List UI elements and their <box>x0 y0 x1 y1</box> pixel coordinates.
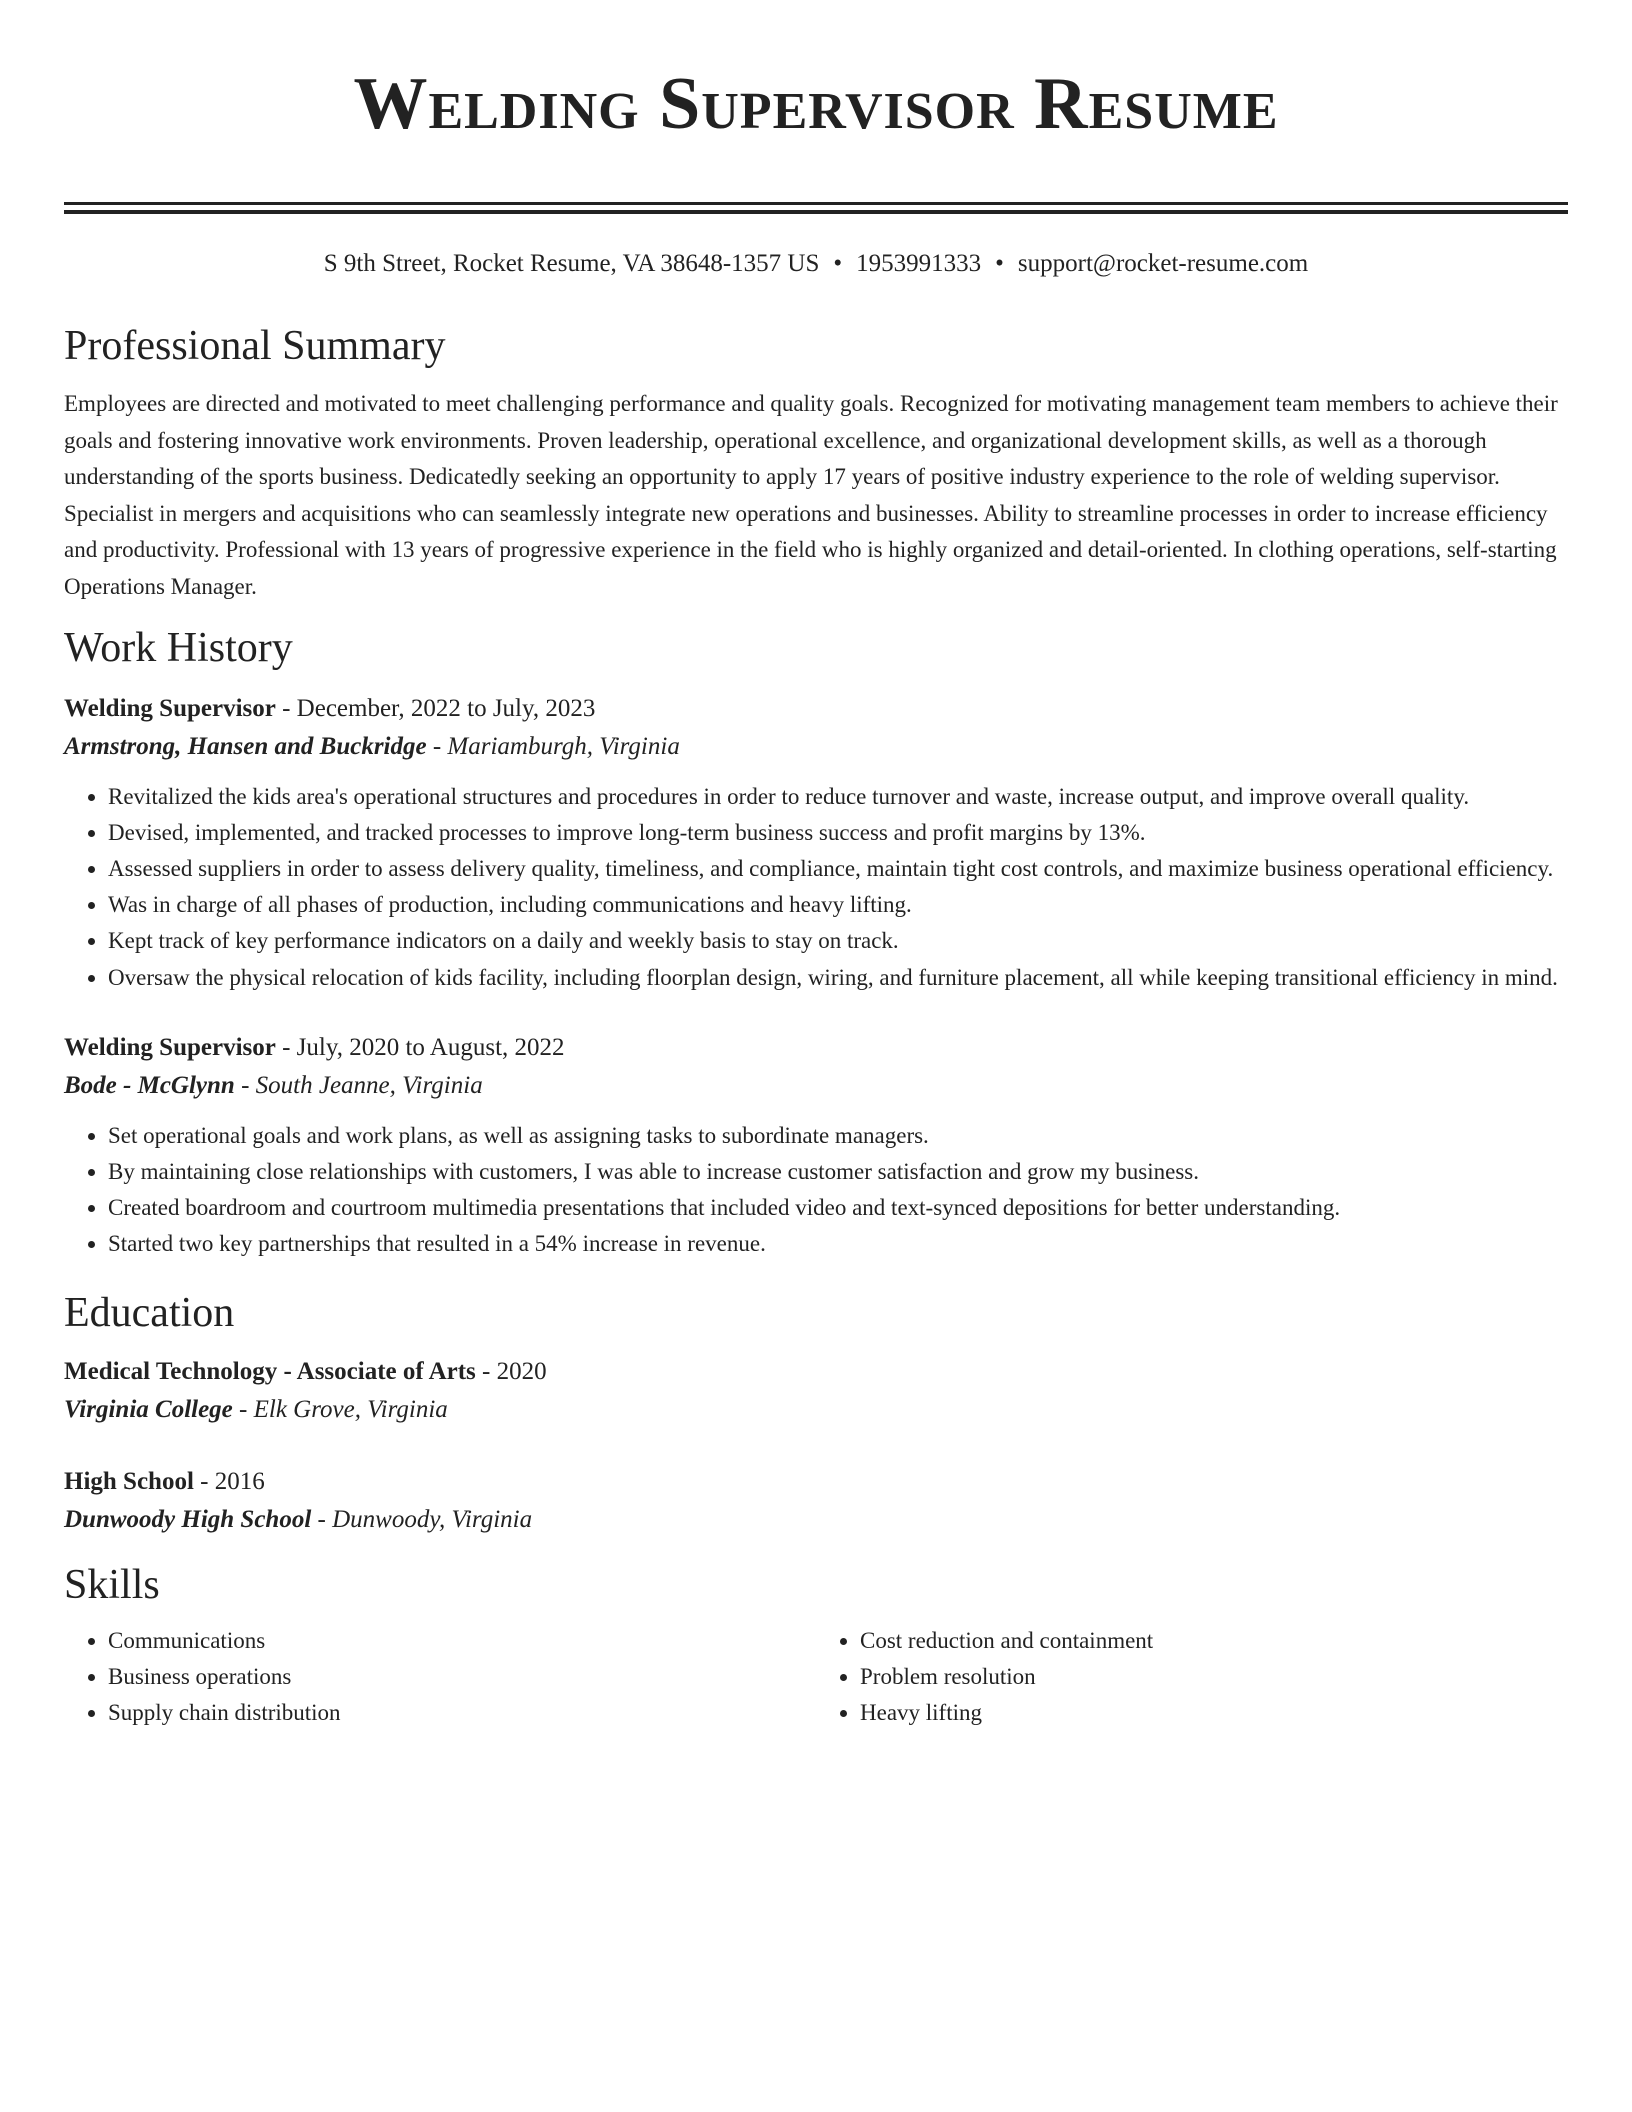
list-item: • Assessed suppliers in order to assess delivery quality, timeliness, and compliance, maintain tight cost controls, and maximize business operational efficiency. <box>108 851 1568 887</box>
education-entry <box>64 1353 1568 1429</box>
education-degree-line <box>64 1463 1568 1501</box>
contact-email: support@rocket-resume.com <box>1017 250 1309 277</box>
job-title: Welding Supervisor <box>64 694 276 722</box>
job-dates: - July, 2020 to August, 2022 <box>275 1033 565 1061</box>
list-item: • Was in charge of all phases of production, including communications and heavy lifting. <box>108 887 1568 923</box>
list-item: • Revitalized the kids area's operational structures and procedures in order to reduce turnover and waste, increase output, and improve overall quality. <box>108 779 1568 815</box>
skill-item: • Heavy lifting <box>860 1695 1568 1731</box>
education-location: - Dunwoody, Virginia <box>311 1505 533 1533</box>
job-company-line <box>64 728 1568 766</box>
job-title-line <box>64 1029 1568 1067</box>
job-location: - South Jeanne, Virginia <box>234 1071 483 1099</box>
summary-text: Employees are directed and motivated to meet challenging performance and quality goals. Recognized for motivating management team members to achieve their goals and fostering innovative work environments. Proven leadership, operational excellence, and organizational development skills, as well as a thorough understanding of the sports business. Dedicatedly seeking an opportunity to apply 17 years of positive industry experience to the role of welding supervisor. Specialist in mergers and acquisitions who can seamlessly integrate new operations and businesses. Ability to streamline processes in order to increase efficiency and productivity. Professional with 13 years of progressive experience in the field who is highly organized and detail-oriented. In clothing operations, self-starting Operations Manager. <box>64 391 1558 599</box>
list-item: • Oversaw the physical relocation of kids facility, including floorplan design, wiring, and furniture placement, all while keeping transitional efficiency in mind. <box>108 960 1568 996</box>
list-item: • Devised, implemented, and tracked processes to improve long-term business success and profit margins by 13%. <box>108 815 1568 851</box>
education-degree-line <box>64 1353 1568 1391</box>
job-company-line <box>64 1067 1568 1105</box>
skill-item: • Communications <box>108 1623 816 1659</box>
education-year: - 2016 <box>193 1467 265 1495</box>
job-company: Bode - McGlynn <box>64 1071 235 1099</box>
resume-title: Welding Supervisor Resume <box>353 63 1279 145</box>
list-item: • Set operational goals and work plans, as well as assigning tasks to subordinate managers. <box>108 1118 1568 1154</box>
job-bullets <box>64 779 1568 996</box>
job-title: Welding Supervisor <box>64 1033 276 1061</box>
skills-columns <box>64 1623 1568 1732</box>
job-company: Armstrong, Hansen and Buckridge <box>64 732 427 760</box>
summary-heading: Professional Summary <box>64 323 446 369</box>
skills-list-left <box>64 1623 816 1732</box>
list-item: • By maintaining close relationships with customers, I was able to increase customer satisfaction and grow my business. <box>108 1154 1568 1190</box>
education-location: - Elk Grove, Virginia <box>232 1395 448 1423</box>
education-school-line <box>64 1391 1568 1429</box>
title-divider <box>64 202 1568 214</box>
education-school: Virginia College <box>64 1395 233 1423</box>
skill-item: • Problem resolution <box>860 1659 1568 1695</box>
list-item: • Started two key partnerships that resulted in a 54% increase in revenue. <box>108 1226 1568 1262</box>
job-bullets <box>64 1118 1568 1263</box>
job-title-line <box>64 690 1568 728</box>
contact-separator: • <box>833 250 843 277</box>
skills-heading: Skills <box>64 1561 160 1608</box>
skill-item: • Cost reduction and containment <box>860 1623 1568 1659</box>
education-heading: Education <box>64 1289 235 1336</box>
contact-phone: 1953991333 <box>856 250 982 277</box>
contact-address: S 9th Street, Rocket Resume, VA 38648-1357 US <box>323 250 820 277</box>
education-school-line <box>64 1501 1568 1539</box>
contact-separator: • <box>995 250 1004 277</box>
work-history-heading: Work History <box>64 624 293 671</box>
education-school: Dunwoody High School <box>64 1505 312 1533</box>
job-location: - Mariamburgh, Virginia <box>426 732 680 760</box>
contact-line <box>64 246 1568 282</box>
job-entry <box>64 690 1568 996</box>
education-degree: Medical Technology - Associate of Arts <box>64 1357 476 1385</box>
skill-item: • Business operations <box>108 1659 816 1695</box>
education-entry <box>64 1463 1568 1539</box>
education-year: - 2020 <box>475 1357 547 1385</box>
education-degree: High School <box>64 1467 194 1495</box>
list-item: • Created boardroom and courtroom multimedia presentations that included video and text-synced depositions for better understanding. <box>108 1190 1568 1226</box>
list-item: • Kept track of key performance indicators on a daily and weekly basis to stay on track. <box>108 923 1568 959</box>
job-entry <box>64 1029 1568 1263</box>
job-dates: - December, 2022 to July, 2023 <box>275 694 596 722</box>
skills-list-right <box>816 1623 1568 1732</box>
skill-item: • Supply chain distribution <box>108 1695 816 1731</box>
